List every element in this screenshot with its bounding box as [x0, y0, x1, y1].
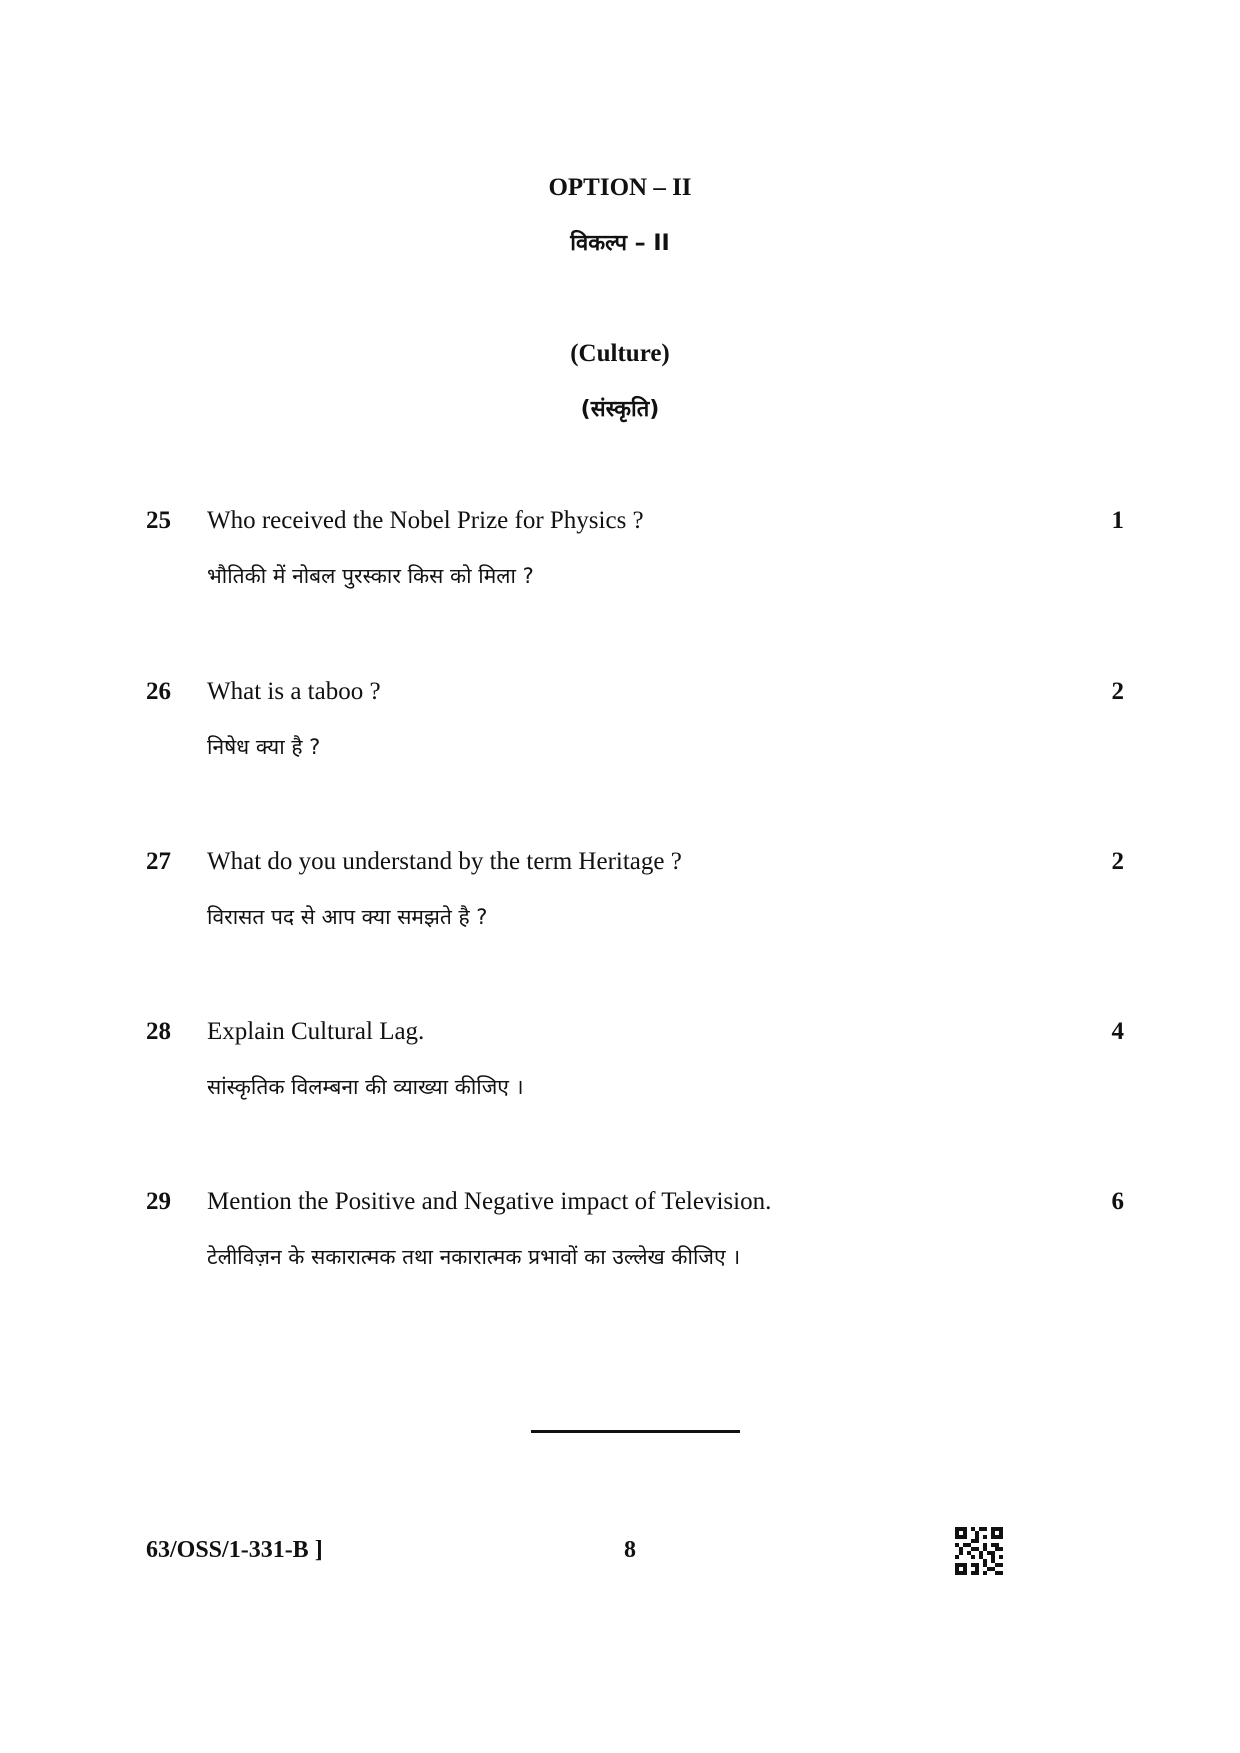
question-text: Who received the Nobel Prize for Physics ?: [207, 507, 644, 534]
question-marks: 4: [1111, 1018, 1124, 1045]
paper-code: 63/OSS/1-331-B ]: [146, 1537, 323, 1563]
question-number: 29: [146, 1188, 171, 1215]
end-of-paper-rule: [531, 1430, 740, 1433]
question-text: Explain Cultural Lag.: [207, 1018, 425, 1045]
question-number: 26: [146, 678, 171, 705]
qr-code-icon: [955, 1527, 1003, 1575]
question-item: [0, 676, 1240, 766]
question-item: [0, 846, 1240, 936]
question-number: 28: [146, 1018, 171, 1045]
question-text-hindi: भौतिकी में नोबल पुरस्कार किस को मिला ?: [207, 564, 534, 588]
question-item: [0, 1186, 1240, 1276]
question-text-hindi: विरासत पद से आप क्या समझते है ?: [207, 905, 488, 929]
option-heading: OPTION – II: [548, 174, 692, 201]
question-text: What is a taboo ?: [207, 678, 381, 705]
question-marks: 2: [1111, 848, 1124, 875]
question-item: [0, 1016, 1240, 1106]
page-number: 8: [624, 1537, 636, 1563]
question-text-hindi: निषेध क्या है ?: [207, 735, 321, 759]
section-heading: (Culture): [570, 340, 670, 367]
question-text: Mention the Positive and Negative impact of Television.: [207, 1188, 772, 1215]
question-text: What do you understand by the term Heritage ?: [207, 848, 682, 875]
question-text-hindi: सांस्कृतिक विलम्बना की व्याख्या कीजिए ।: [207, 1075, 524, 1099]
option-heading-hindi: विकल्प – II: [570, 231, 670, 256]
question-text-hindi: टेलीविज़न के सकारात्मक तथा नकारात्मक प्रभावों का उल्लेख कीजिए ।: [207, 1245, 741, 1269]
question-number: 25: [146, 507, 171, 534]
question-number: 27: [146, 848, 171, 875]
question-marks: 6: [1111, 1188, 1124, 1215]
section-heading-hindi: (संस्कृति): [580, 397, 660, 422]
question-marks: 2: [1111, 678, 1124, 705]
question-item: [0, 505, 1240, 595]
question-marks: 1: [1111, 507, 1124, 534]
